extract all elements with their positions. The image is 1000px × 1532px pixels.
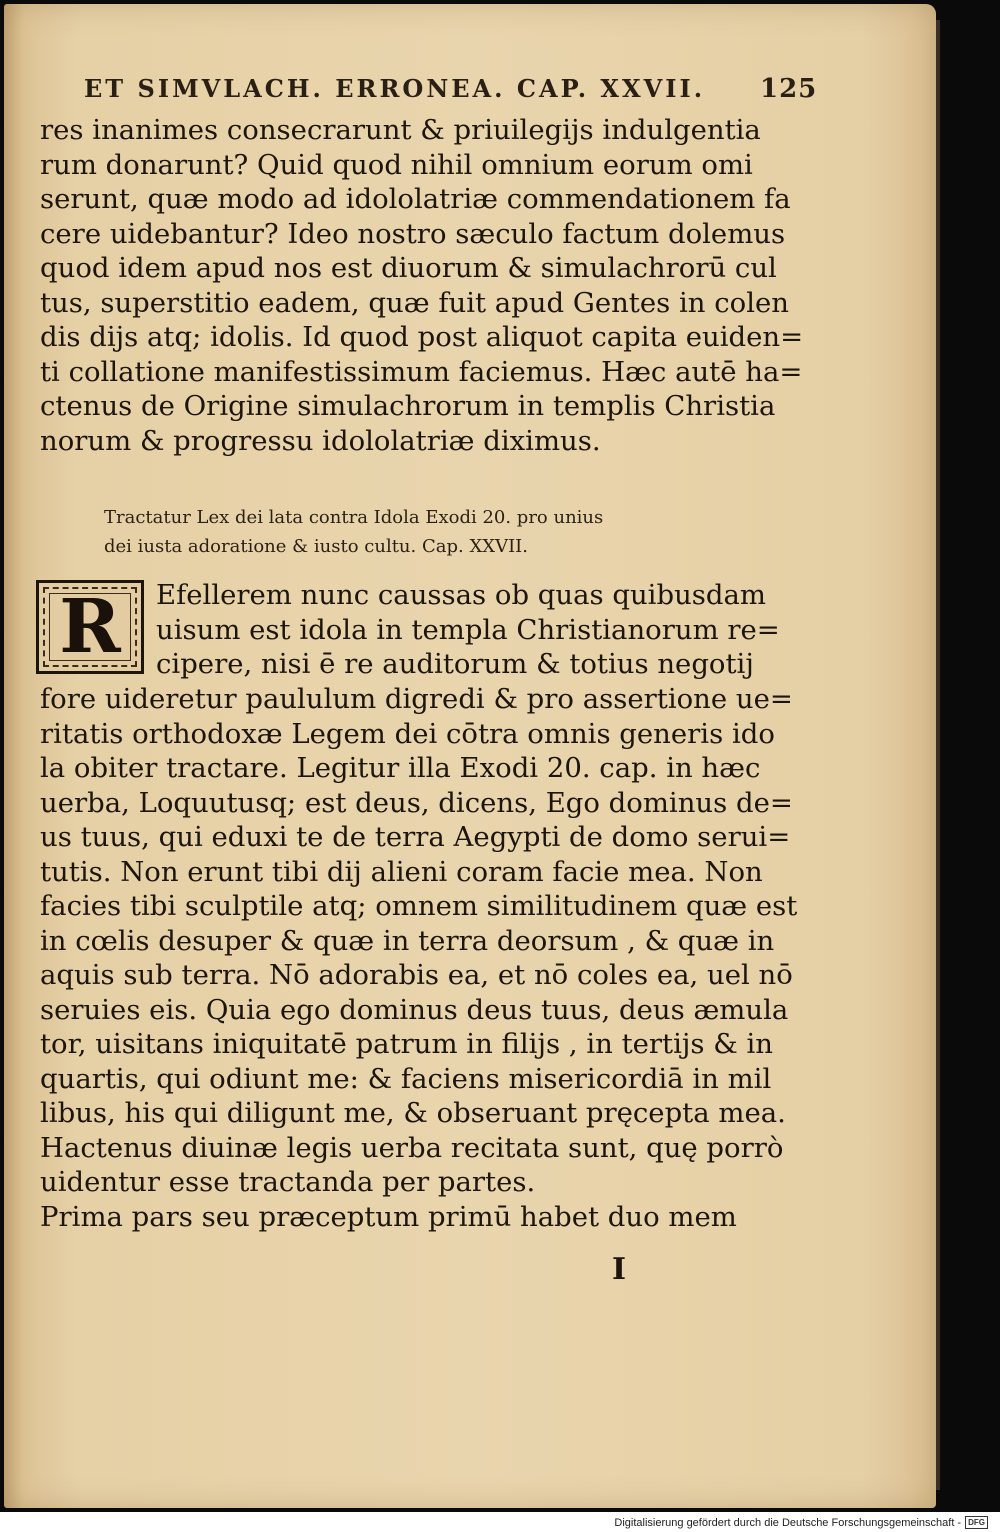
text-line: tor, uisitans iniquitatē patrum in filijs , in tertijs & in bbox=[40, 1028, 774, 1060]
text-line: serunt, quæ modo ad idololatriæ commendationem fa bbox=[40, 183, 791, 215]
main-paragraph bbox=[40, 682, 797, 1234]
text-line: libus, his qui diligunt me, & obseruant pręcepta mea. bbox=[40, 1097, 786, 1129]
text-line: cipere, nisi ē re auditorum & totius negotij bbox=[156, 648, 754, 680]
text-line: rum donarunt? Quid quod nihil omnium eorum omi bbox=[40, 148, 753, 181]
running-head: ET SIMVLACH. ERRONEA. CAP. XXVII. bbox=[84, 74, 706, 103]
text-line: dis dijs atq; idolis. Id quod post aliquot capita euiden= bbox=[40, 321, 804, 353]
text-line: res inanimes consecrarunt & priuilegijs indulgentia bbox=[40, 114, 761, 146]
text-line: ti collatione manifestissimum faciemus. Hæc autē ha= bbox=[40, 355, 803, 388]
text-line: uisum est idola in templa Christianorum re= bbox=[156, 613, 780, 646]
text-line: fore uideretur paululum digredi & pro assertione ue= bbox=[40, 683, 793, 715]
dfg-logo: DFG bbox=[965, 1516, 988, 1529]
text-line: Hactenus diuinæ legis uerba recitata sunt, quę porrò bbox=[40, 1131, 784, 1164]
text-line: norum & progressu idololatriæ diximus. bbox=[40, 424, 601, 457]
text-line: ctenus de Origine simulachrorum in templis Christia bbox=[40, 390, 776, 422]
ornamental-initial bbox=[36, 580, 144, 674]
chapter-heading-line: Tractatur Lex dei lata contra Idola Exodi 20. pro unius bbox=[104, 507, 604, 528]
text-line: uidentur esse tractanda per partes. bbox=[40, 1166, 536, 1198]
text-line: aquis sub terra. Nō adorabis ea, et nō coles ea, uel nō bbox=[40, 959, 793, 991]
chapter-heading bbox=[104, 503, 603, 561]
text-line: Efellerem nunc caussas ob quas quibusdam bbox=[156, 579, 766, 611]
text-line: us tuus, qui eduxi te de terra Aegypti de domo serui= bbox=[40, 821, 791, 853]
signature-mark: I bbox=[612, 1252, 627, 1287]
top-paragraph bbox=[40, 113, 803, 458]
indented-lines bbox=[156, 578, 780, 682]
text-line: cere uidebantur? Ideo nostro sæculo factum dolemus bbox=[40, 217, 786, 250]
text-line: la obiter tractare. Legitur illa Exodi 20. cap. in hæc bbox=[40, 752, 761, 784]
text-line: Prima pars seu præceptum primū habet duo mem bbox=[40, 1200, 737, 1233]
page-edge bbox=[936, 20, 940, 1490]
chapter-heading-line: dei iusta adoratione & iusto cultu. Cap. XXVII. bbox=[104, 536, 529, 557]
text-line: tutis. Non erunt tibi dij alieni coram facie mea. Non bbox=[40, 855, 763, 888]
page-number: 125 bbox=[760, 74, 818, 104]
text-line: ritatis orthodoxæ Legem dei cōtra omnis generis ido bbox=[40, 717, 775, 750]
credit-text: Digitalisierung gefördert durch die Deutsche Forschungsgemeinschaft - bbox=[614, 1516, 962, 1529]
text-line: uerba, Loquutusq; est deus, dicens, Ego dominus de= bbox=[40, 786, 793, 819]
digitization-credit bbox=[614, 1516, 988, 1529]
text-line: tus, superstitio eadem, quæ fuit apud Gentes in colen bbox=[40, 286, 789, 319]
text-line: facies tibi sculptile atq; omnem similitudinem quæ est bbox=[40, 890, 798, 922]
text-line: quartis, qui odiunt me: & faciens misericordiā in mil bbox=[40, 1062, 772, 1095]
initial-letter: R bbox=[59, 584, 121, 670]
text-line: seruies eis. Quia ego dominus deus tuus, deus æmula bbox=[40, 993, 789, 1026]
text-line: quod idem apud nos est diuorum & simulachrorū cul bbox=[40, 252, 777, 284]
text-line: in cœlis desuper & quæ in terra deorsum , & quæ in bbox=[40, 924, 775, 957]
